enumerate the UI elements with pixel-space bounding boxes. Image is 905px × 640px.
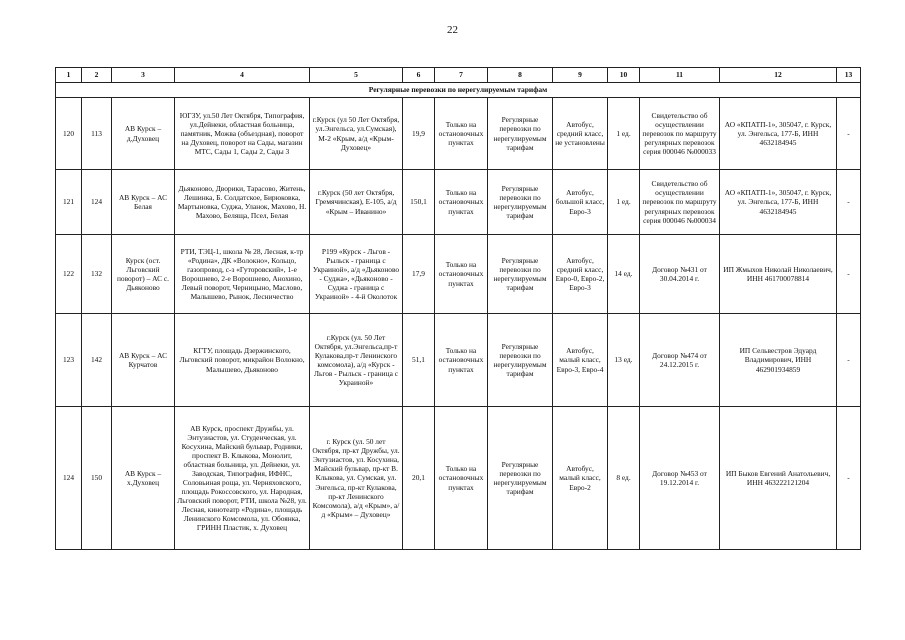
carrier-info: ИП Жмыхов Николай Николаевич, ИНН 461700078814: [720, 235, 837, 314]
column-number: 9: [553, 68, 608, 83]
extra-cell: -: [837, 314, 861, 407]
route-length: 19,9: [403, 98, 435, 170]
column-number: 8: [488, 68, 553, 83]
column-number: 4: [175, 68, 310, 83]
carrier-info: ИП Сельвестров Эдуард Владимирович, ИНН 462901934859: [720, 314, 837, 407]
vehicle-info: Автобус, большой класс, Евро-3: [553, 170, 608, 235]
column-number: 7: [435, 68, 488, 83]
transport-type: Регулярные перевозки по нерегулируемым тарифам: [488, 314, 553, 407]
transport-type: Регулярные перевозки по нерегулируемым тарифам: [488, 407, 553, 550]
extra-cell: -: [837, 170, 861, 235]
column-number: 2: [82, 68, 112, 83]
transport-type: Регулярные перевозки по нерегулируемым тарифам: [488, 170, 553, 235]
table-row: [56, 314, 861, 407]
transport-type: Регулярные перевозки по нерегулируемым тарифам: [488, 98, 553, 170]
carrier-info: АО «КПАТП-1», 305047, г. Курск, ул. Энгельса, 177-Б, ИНН 4632184945: [720, 170, 837, 235]
column-number-row: [56, 68, 861, 83]
vehicle-count: 8 ед.: [608, 407, 640, 550]
route-name: АВ Курск – АС Курчатов: [112, 314, 175, 407]
vehicle-count: 14 ед.: [608, 235, 640, 314]
route-number: 132: [82, 235, 112, 314]
column-number: 1: [56, 68, 82, 83]
route-length: 51,1: [403, 314, 435, 407]
route-stops: ЮГЗУ, ул.50 Лет Октября, Типография, ул.Дейнеки, областная больница, памятник, Можва (объездная), поворот на Духовец, поворот на Сады, магазин МТС, Сады 1, Сады 2, Сады 3: [175, 98, 310, 170]
route-length: 17,9: [403, 235, 435, 314]
vehicle-count: 1 ед.: [608, 98, 640, 170]
table-row: [56, 235, 861, 314]
boarding-procedure: Только на остановочных пунктах: [435, 314, 488, 407]
route-streets: г.Курск (50 лет Октября, Гремячинская), Е-105, а/д «Крым – Иванино»: [310, 170, 403, 235]
vehicle-info: Автобус, малый класс, Евро-3, Евро-4: [553, 314, 608, 407]
route-name: Курск (ост. Льговский поворот) – АС с. Дьяконово: [112, 235, 175, 314]
route-stops: РТИ, ТЭЦ-1, школа № 28, Лесная, к-тр «Родина», ДК «Волокно», Кольцо, газопровод, с-з «Гуторовский», 1-е Ворошнево, 2-е Ворошнево, Анохино, Левый поворот, Черницыно, Маслово, Малышево, Рынок, Лесничество: [175, 235, 310, 314]
table-row: [56, 98, 861, 170]
carrier-info: ИП Быков Евгений Анатольевич, ИНН 463222121204: [720, 407, 837, 550]
route-number: 142: [82, 314, 112, 407]
table-row: [56, 170, 861, 235]
page-number: 22: [447, 24, 458, 36]
permit-document: Свидетельство об осуществлении перевозок по маршруту регулярных перевозок серия 000046 №000033: [640, 98, 720, 170]
permit-document: Договор №453 от 19.12.2014 г.: [640, 407, 720, 550]
row-number: 124: [56, 407, 82, 550]
route-number: 124: [82, 170, 112, 235]
permit-document: Договор №431 от 30.04.2014 г.: [640, 235, 720, 314]
section-title: Регулярные перевозки по нерегулируемым тарифам: [56, 83, 861, 98]
vehicle-info: Автобус, малый класс, Евро-2: [553, 407, 608, 550]
column-number: 6: [403, 68, 435, 83]
route-length: 150,1: [403, 170, 435, 235]
transport-type: Регулярные перевозки по нерегулируемым тарифам: [488, 235, 553, 314]
row-number: 122: [56, 235, 82, 314]
column-number: 5: [310, 68, 403, 83]
routes-table: [55, 67, 861, 550]
route-length: 20,1: [403, 407, 435, 550]
route-name: АВ Курск – АС Белая: [112, 170, 175, 235]
route-streets: г.Курск (ул. 50 Лет Октября, ул.Энгельса,пр-т Кулакова,пр-т Ленинского комсомола), а/д «Курск - Льгов - Рыльск - граница с Украиной»: [310, 314, 403, 407]
vehicle-count: 1 ед.: [608, 170, 640, 235]
route-name: АВ Курск – д.Духовец: [112, 98, 175, 170]
row-number: 120: [56, 98, 82, 170]
route-stops: КГТУ, площадь Дзержинского, Льговский поворот, микрайон Волокно, Малышево, Дьяконово: [175, 314, 310, 407]
vehicle-info: Автобус, средний класс, Евро-0, Евро-2, Евро-3: [553, 235, 608, 314]
route-streets: г.Курск (ул 50 Лет Октября, ул.Энгельса, ул.Сумская), М-2 «Крым, а/д «Крым-Духовец»: [310, 98, 403, 170]
row-number: 121: [56, 170, 82, 235]
route-number: 113: [82, 98, 112, 170]
boarding-procedure: Только на остановочных пунктах: [435, 407, 488, 550]
route-stops: Дьяконово, Дворики, Тарасово, Житень, Лешинка, Б. Солдатское, Бирюковка, Мартыновка, Суджа, Уланок, Махово, Н. Махово, Беляща, Псел, Белая: [175, 170, 310, 235]
vehicle-count: 13 ед.: [608, 314, 640, 407]
extra-cell: -: [837, 235, 861, 314]
boarding-procedure: Только на остановочных пунктах: [435, 235, 488, 314]
column-number: 10: [608, 68, 640, 83]
carrier-info: АО «КПАТП-1», 305047, г. Курск, ул. Энгельса, 177-Б, ИНН 4632184945: [720, 98, 837, 170]
row-number: 123: [56, 314, 82, 407]
permit-document: Договор №474 от 24.12.2015 г.: [640, 314, 720, 407]
route-number: 150: [82, 407, 112, 550]
section-row: [56, 83, 861, 98]
vehicle-info: Автобус, средний класс, не установлены: [553, 98, 608, 170]
table-row: [56, 407, 861, 550]
column-number: 3: [112, 68, 175, 83]
route-streets: Р199 «Курск - Льгов - Рыльск - граница с Украиной», а/д «Дьяконово - Суджа», «Дьяконово - Суджа - граница с Украиной» - 4-й Околоток: [310, 235, 403, 314]
extra-cell: -: [837, 407, 861, 550]
column-number: 12: [720, 68, 837, 83]
boarding-procedure: Только на остановочных пунктах: [435, 98, 488, 170]
boarding-procedure: Только на остановочных пунктах: [435, 170, 488, 235]
extra-cell: -: [837, 98, 861, 170]
permit-document: Свидетельство об осуществлении перевозок по маршруту регулярных перевозок серия 000046 №000034: [640, 170, 720, 235]
route-name: АВ Курск – х.Духовец: [112, 407, 175, 550]
column-number: 13: [837, 68, 861, 83]
route-stops: АВ Курск, проспект Дружбы, ул. Энтузиастов, ул. Студенческая, ул. Косухина, Майский бульвар, Родники, проспект В. Клыкова, Монолит, областная больница, ул. Дейнеки, ул. Заводская, Типография, ИФНС, Соловьиная роща, ул. Черняховского, площадь Рокоссовского, ул. Народная, Льговский поворот, РТИ, школа №28, ул. Лесная, кинотеатр «Родина», площадь Ленинского Комсомола, ул. Обоянка, ГРИНН Пластик, х. Духовец: [175, 407, 310, 550]
route-streets: г. Курск (ул. 50 лет Октября, пр-кт Дружбы, ул. Энтузиастов, ул. Косухина, Майский бульвар, пр-кт В. Клыкова, ул. Сумская, ул. Энгельса, пр-кт Кулакова, пр-кт Ленинского Комсомола), а/д «Крым», а/д «Крым» – Духовец»: [310, 407, 403, 550]
column-number: 11: [640, 68, 720, 83]
